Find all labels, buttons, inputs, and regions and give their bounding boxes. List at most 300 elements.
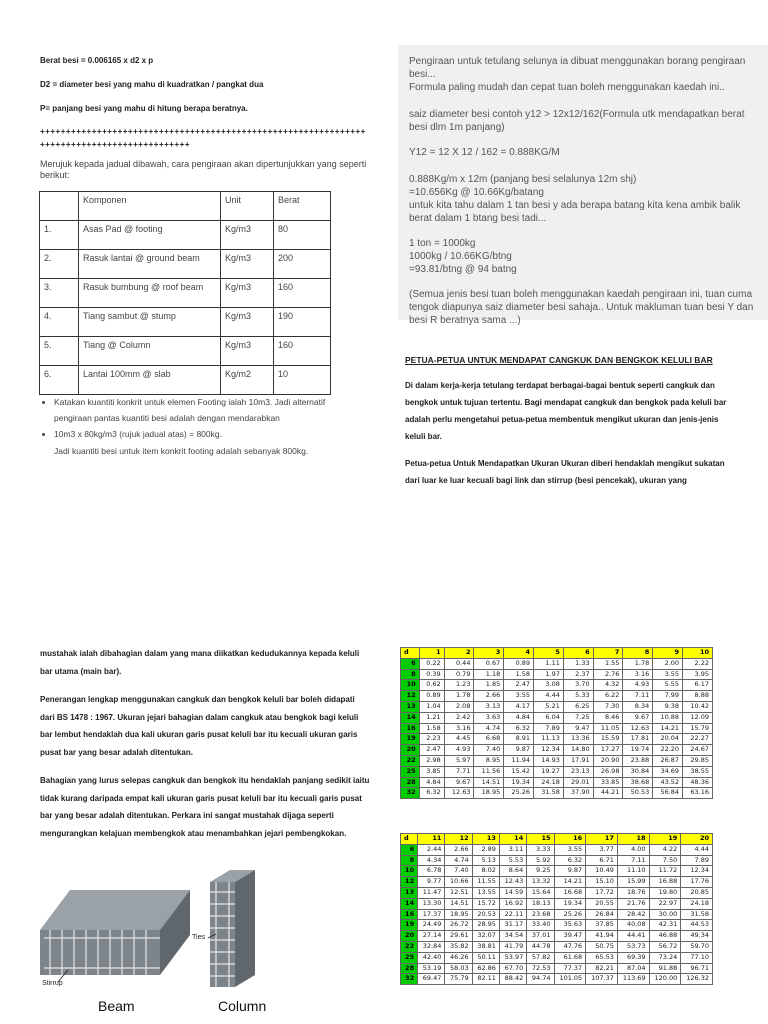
table-row <box>40 308 331 337</box>
bullet-item: • Katakan kuantiti konkrit untuk elemen Footing ialah 10m3. Jadi alternatif pengiraan pantas kuantiti besi adalah dengan mendarabkan <box>54 394 354 426</box>
weight-cell: 12.63 <box>623 723 653 734</box>
ties-label: Ties <box>192 934 205 941</box>
weight-cell: 63.16 <box>683 788 713 799</box>
diameter-cell: 14 <box>401 898 418 909</box>
weight-cell: 5.53 <box>499 855 526 866</box>
weight-cell: 21.76 <box>617 898 649 909</box>
weight-cell: 126.32 <box>681 974 713 985</box>
weight-cell: 46.88 <box>649 931 681 942</box>
panel-line: 1000kg / 10.66KG/btng <box>409 251 512 262</box>
weight-cell: 58.03 <box>445 963 472 974</box>
weight-cell: 7.25 <box>563 712 593 723</box>
weight-cell: 27.14 <box>418 931 445 942</box>
weight-formula: Berat besi = 0.006165 x d2 x p <box>40 56 154 65</box>
weight-cell: 22.11 <box>499 909 526 920</box>
weight-cell: 9.87 <box>554 866 586 877</box>
panel-line: Pengiraan untuk tetulang selunya ia dibuat menggunakan borang pengiraan besi... <box>409 56 746 80</box>
cell: Kg/m3 <box>221 308 274 337</box>
cell: Lantai 100mm @ slab <box>79 366 221 395</box>
table-row <box>401 691 713 702</box>
weight-cell: 12.34 <box>534 745 564 756</box>
cell: 2. <box>40 250 79 279</box>
cell: Tiang @ Column <box>79 337 221 366</box>
weight-cell: 14.80 <box>563 745 593 756</box>
weight-cell: 41.94 <box>586 931 618 942</box>
weight-cell: 15.79 <box>683 723 713 734</box>
weight-cell: 8.88 <box>683 691 713 702</box>
diameter-cell: 6 <box>401 844 418 855</box>
panel-line: 0.888Kg/m x 12m (panjang besi selalunya 12m shj) <box>409 174 637 185</box>
table-row <box>401 952 713 963</box>
length-header: 13 <box>472 834 499 845</box>
weight-cell: 11.10 <box>617 866 649 877</box>
weight-cell: 2.98 <box>419 755 444 766</box>
weight-cell: 22.27 <box>683 734 713 745</box>
length-header: 20 <box>681 834 713 845</box>
beam-label: Beam <box>98 998 135 1014</box>
component-weight-table <box>39 191 331 395</box>
length-header: 8 <box>623 648 653 659</box>
weight-cell: 28.42 <box>617 909 649 920</box>
table-row <box>401 909 713 920</box>
weight-cell: 18.13 <box>527 898 554 909</box>
weight-cell: 17.37 <box>418 909 445 920</box>
weight-cell: 15.59 <box>593 734 623 745</box>
diameter-cell: 8 <box>401 855 418 866</box>
weight-cell: 31.17 <box>499 920 526 931</box>
weight-cell: 0.89 <box>419 691 444 702</box>
rebar-weight-table-1-10 <box>400 647 713 799</box>
cell: Asas Pad @ footing <box>79 221 221 250</box>
weight-cell: 62.86 <box>472 963 499 974</box>
table-row <box>401 887 713 898</box>
table-row <box>401 658 713 669</box>
weight-cell: 4.74 <box>445 855 472 866</box>
panel-line: saiz diameter besi contoh y12 > 12x12/162(Formula utk mendapatkan berat besi dlm 1m panjang) <box>409 109 745 133</box>
weight-cell: 17.91 <box>563 755 593 766</box>
weight-cell: 50.11 <box>472 952 499 963</box>
bullet-item: • 10m3 x 80kg/m3 (rujuk jadual atas) = 800kg. <box>54 426 354 442</box>
weight-cell: 24.49 <box>418 920 445 931</box>
weight-cell: 23.68 <box>527 909 554 920</box>
col-header-berat: Berat <box>274 192 331 221</box>
panel-line: =93.81/btng @ 94 batng <box>409 264 517 275</box>
weight-cell: 30.00 <box>649 909 681 920</box>
weight-cell: 35.63 <box>554 920 586 931</box>
weight-cell: 3.55 <box>554 844 586 855</box>
weight-cell: 82.21 <box>586 963 618 974</box>
weight-cell: 77.37 <box>554 963 586 974</box>
table-row <box>401 701 713 712</box>
weight-cell: 59.70 <box>681 941 713 952</box>
cell: 6. <box>40 366 79 395</box>
weight-cell: 87.04 <box>617 963 649 974</box>
length-header: 17 <box>586 834 618 845</box>
weight-cell: 31.58 <box>534 788 564 799</box>
table-row <box>401 680 713 691</box>
weight-cell: 4.00 <box>617 844 649 855</box>
table-row <box>40 250 331 279</box>
weight-cell: 24.18 <box>534 777 564 788</box>
weight-cell: 4.74 <box>474 723 504 734</box>
weight-cell: 2.22 <box>683 658 713 669</box>
weight-cell: 10.42 <box>683 701 713 712</box>
weight-cell: 3.13 <box>474 701 504 712</box>
weight-cell: 14.21 <box>653 723 683 734</box>
table-row <box>401 866 713 877</box>
weight-cell: 6.71 <box>586 855 618 866</box>
length-header: 6 <box>563 648 593 659</box>
diameter-cell: 32 <box>401 788 420 799</box>
weight-cell: 5.21 <box>534 701 564 712</box>
cell: Rasuk bumbung @ roof beam <box>79 279 221 308</box>
panel-line: Y12 = 12 X 12 / 162 = 0.888KG/M <box>409 147 560 158</box>
cell: 200 <box>274 250 331 279</box>
diameter-cell: 13 <box>401 887 418 898</box>
weight-cell: 28.95 <box>472 920 499 931</box>
weight-cell: 6.68 <box>474 734 504 745</box>
weight-cell: 17.72 <box>586 887 618 898</box>
weight-cell: 3.33 <box>527 844 554 855</box>
paragraph: Penerangan lengkap menggunakan cangkuk dan bengkok keluli bar boleh didapati dari BS 1478 : 1967. Ukuran jejari bahagian dalam cangkuk atau bengkok bagi keluli bar lembut hendaklah dua kali ukuran garis pusat keluli bar itu kecuali ukuran garis pusat bar yang besar adalah ditentukan. <box>40 695 359 757</box>
weight-cell: 12.34 <box>681 866 713 877</box>
weight-cell: 4.17 <box>504 701 534 712</box>
weight-cell: 4.84 <box>419 777 444 788</box>
paragraph: mustahak ialah dibahagian dalam yang mana diikatkan kedudukannya kepada keluli bar utama (main bar). <box>40 649 360 676</box>
weight-cell: 41.79 <box>499 941 526 952</box>
weight-cell: 10.88 <box>653 712 683 723</box>
weight-cell: 18.95 <box>445 909 472 920</box>
weight-cell: 19.34 <box>504 777 534 788</box>
weight-cell: 1.55 <box>593 658 623 669</box>
panel-line: untuk kita tahu dalam 1 tan besi y ada berapa batang kita kena ambik balik berat dalam 1 btang besi tadi... <box>409 200 741 224</box>
weight-cell: 4.93 <box>623 680 653 691</box>
weight-cell: 3.70 <box>563 680 593 691</box>
cell: 190 <box>274 308 331 337</box>
diameter-cell: 22 <box>401 941 418 952</box>
weight-cell: 8.02 <box>472 866 499 877</box>
col-header-komponen: Komponen <box>79 192 221 221</box>
weight-cell: 15.64 <box>527 887 554 898</box>
weight-cell: 6.78 <box>418 866 445 877</box>
weight-cell: 9.25 <box>527 866 554 877</box>
weight-cell: 12.51 <box>445 887 472 898</box>
weight-cell: 7.89 <box>534 723 564 734</box>
weight-cell: 7.99 <box>653 691 683 702</box>
weight-cell: 38.68 <box>623 777 653 788</box>
weight-cell: 96.71 <box>681 963 713 974</box>
weight-cell: 7.71 <box>444 766 474 777</box>
weight-cell: 6.22 <box>593 691 623 702</box>
table-row <box>401 777 713 788</box>
weight-cell: 2.76 <box>593 669 623 680</box>
weight-cell: 22.97 <box>649 898 681 909</box>
weight-cell: 56.72 <box>649 941 681 952</box>
diameter-cell: 10 <box>401 680 420 691</box>
length-header: 3 <box>474 648 504 659</box>
weight-cell: 14.51 <box>474 777 504 788</box>
weight-cell: 37.90 <box>563 788 593 799</box>
weight-cell: 32.84 <box>418 941 445 952</box>
weight-cell: 46.26 <box>445 952 472 963</box>
weight-cell: 30.84 <box>623 766 653 777</box>
table-row <box>401 755 713 766</box>
weight-cell: 12.09 <box>683 712 713 723</box>
weight-cell: 11.94 <box>504 755 534 766</box>
diameter-cell: 6 <box>401 658 420 669</box>
weight-cell: 9.47 <box>563 723 593 734</box>
weight-cell: 4.44 <box>534 691 564 702</box>
weight-cell: 39.47 <box>554 931 586 942</box>
weight-cell: 26.84 <box>586 909 618 920</box>
weight-cell: 20.55 <box>586 898 618 909</box>
table-row <box>401 745 713 756</box>
weight-cell: 7.89 <box>681 855 713 866</box>
diameter-cell: 22 <box>401 755 420 766</box>
weight-cell: 4.93 <box>444 745 474 756</box>
weight-cell: 120.00 <box>649 974 681 985</box>
table-row <box>401 855 713 866</box>
weight-cell: 23.13 <box>563 766 593 777</box>
diameter-cell: 8 <box>401 669 420 680</box>
weight-cell: 26.87 <box>653 755 683 766</box>
table-row <box>40 337 331 366</box>
weight-cell: 7.11 <box>617 855 649 866</box>
weight-cell: 0.79 <box>444 669 474 680</box>
weight-cell: 7.11 <box>623 691 653 702</box>
cell: Kg/m3 <box>221 221 274 250</box>
weight-cell: 9.67 <box>444 777 474 788</box>
weight-cell: 53.73 <box>617 941 649 952</box>
weight-cell: 77.10 <box>681 952 713 963</box>
weight-cell: 73.24 <box>649 952 681 963</box>
weight-cell: 37.85 <box>586 920 618 931</box>
cell: 80 <box>274 221 331 250</box>
weight-cell: 7.40 <box>445 866 472 877</box>
weight-cell: 5.55 <box>653 680 683 691</box>
weight-cell: 7.30 <box>593 701 623 712</box>
weight-cell: 6.17 <box>683 680 713 691</box>
weight-cell: 3.16 <box>444 723 474 734</box>
weight-cell: 38.55 <box>683 766 713 777</box>
weight-cell: 13.30 <box>418 898 445 909</box>
cell: 10 <box>274 366 331 395</box>
diameter-cell: 12 <box>401 877 418 888</box>
weight-cell: 53.19 <box>418 963 445 974</box>
weight-cell: 57.82 <box>527 952 554 963</box>
weight-cell: 34.69 <box>653 766 683 777</box>
weight-cell: 19.34 <box>554 898 586 909</box>
weight-cell: 2.37 <box>563 669 593 680</box>
weight-cell: 4.84 <box>504 712 534 723</box>
weight-cell: 16.68 <box>554 887 586 898</box>
weight-cell: 1.23 <box>444 680 474 691</box>
weight-cell: 16.92 <box>499 898 526 909</box>
length-header: 7 <box>593 648 623 659</box>
weight-cell: 0.22 <box>419 658 444 669</box>
length-header: 16 <box>554 834 586 845</box>
length-header: 15 <box>527 834 554 845</box>
weight-cell: 3.77 <box>586 844 618 855</box>
weight-cell: 49.34 <box>681 931 713 942</box>
weight-cell: 20.53 <box>472 909 499 920</box>
weight-cell: 15.42 <box>504 766 534 777</box>
weight-cell: 44.53 <box>681 920 713 931</box>
weight-cell: 6.32 <box>554 855 586 866</box>
table-row <box>401 963 713 974</box>
weight-cell: 11.72 <box>649 866 681 877</box>
weight-cell: 29.01 <box>563 777 593 788</box>
weight-cell: 4.22 <box>649 844 681 855</box>
weight-cell: 20.90 <box>593 755 623 766</box>
weight-cell: 12.63 <box>444 788 474 799</box>
weight-cell: 6.04 <box>534 712 564 723</box>
weight-cell: 2.66 <box>445 844 472 855</box>
cell: 4. <box>40 308 79 337</box>
diameter-cell: 16 <box>401 723 420 734</box>
table-row <box>401 844 713 855</box>
weight-cell: 1.97 <box>534 669 564 680</box>
weight-cell: 11.55 <box>472 877 499 888</box>
weight-cell: 19.80 <box>649 887 681 898</box>
weight-cell: 101.05 <box>554 974 586 985</box>
table-row <box>401 898 713 909</box>
weight-cell: 65.53 <box>586 952 618 963</box>
weight-cell: 69.39 <box>617 952 649 963</box>
weight-cell: 8.46 <box>593 712 623 723</box>
weight-cell: 33.40 <box>527 920 554 931</box>
cell: 3. <box>40 279 79 308</box>
diameter-header: d <box>401 834 418 845</box>
weight-cell: 42.40 <box>418 952 445 963</box>
cell: 1. <box>40 221 79 250</box>
weight-cell: 43.52 <box>653 777 683 788</box>
weight-cell: 75.79 <box>445 974 472 985</box>
weight-cell: 9.87 <box>504 745 534 756</box>
diameter-cell: 10 <box>401 866 418 877</box>
weight-cell: 22.20 <box>653 745 683 756</box>
weight-cell: 23.88 <box>623 755 653 766</box>
panel-line: (Semua jenis besi tuan boleh menggunakan kaedah pengiraan ini, tuan cuma tengok diapunya saiz diameter besi sahaja.. Untuk makluman tuan besi Y dan besi R beratnya sama ...) <box>409 289 754 326</box>
weight-cell: 14.21 <box>554 877 586 888</box>
weight-cell: 3.63 <box>474 712 504 723</box>
weight-cell: 2.47 <box>419 745 444 756</box>
hook-bend-details <box>40 645 370 853</box>
diameter-cell: 32 <box>401 974 418 985</box>
diameter-cell: 20 <box>401 745 420 756</box>
weight-cell: 2.08 <box>444 701 474 712</box>
weight-cell: 3.08 <box>534 680 564 691</box>
weight-cell: 13.32 <box>527 877 554 888</box>
weight-cell: 11.47 <box>418 887 445 898</box>
weight-cell: 26.72 <box>445 920 472 931</box>
weight-cell: 0.62 <box>419 680 444 691</box>
weight-cell: 5.13 <box>472 855 499 866</box>
cell: 5. <box>40 337 79 366</box>
weight-cell: 3.11 <box>499 844 526 855</box>
length-header: 1 <box>419 648 444 659</box>
weight-cell: 2.23 <box>419 734 444 745</box>
separator-line: ++++++++++++++++++++++++++++++++++++++++++++++++++++++++++++++++++++++++++++++++++++++++++++ <box>40 127 366 149</box>
diameter-cell: 28 <box>401 777 420 788</box>
weight-cell: 20.04 <box>653 734 683 745</box>
panel-line: 1 ton = 1000kg <box>409 238 476 249</box>
cell: Kg/m3 <box>221 337 274 366</box>
weight-cell: 9.67 <box>623 712 653 723</box>
weight-cell: 15.10 <box>586 877 618 888</box>
weight-cell: 25.26 <box>504 788 534 799</box>
weight-cell: 2.47 <box>504 680 534 691</box>
table-row <box>401 723 713 734</box>
weight-cell: 44.41 <box>617 931 649 942</box>
weight-cell: 38.81 <box>472 941 499 952</box>
weight-cell: 2.00 <box>653 658 683 669</box>
weight-cell: 6.32 <box>419 788 444 799</box>
weight-cell: 61.68 <box>554 952 586 963</box>
weight-cell: 56.84 <box>653 788 683 799</box>
weight-cell: 0.67 <box>474 658 504 669</box>
weight-cell: 6.25 <box>563 701 593 712</box>
table-row <box>401 877 713 888</box>
length-header: 12 <box>445 834 472 845</box>
weight-cell: 1.85 <box>474 680 504 691</box>
length-header: 2 <box>444 648 474 659</box>
weight-cell: 3.55 <box>653 669 683 680</box>
weight-cell: 11.05 <box>593 723 623 734</box>
weight-cell: 48.36 <box>683 777 713 788</box>
length-header: 14 <box>499 834 526 845</box>
table-row <box>401 734 713 745</box>
weight-cell: 42.31 <box>649 920 681 931</box>
weight-cell: 1.21 <box>419 712 444 723</box>
p-definition: P= panjang besi yang mahu di hitung berapa beratnya. <box>40 104 248 113</box>
weight-cell: 67.70 <box>499 963 526 974</box>
weight-cell: 32.07 <box>472 931 499 942</box>
cell: 160 <box>274 337 331 366</box>
weight-cell: 1.78 <box>444 691 474 702</box>
weight-cell: 12.43 <box>499 877 526 888</box>
length-header: 10 <box>683 648 713 659</box>
weight-cell: 24.67 <box>683 745 713 756</box>
weight-cell: 53.97 <box>499 952 526 963</box>
weight-cell: 8.95 <box>474 755 504 766</box>
weight-cell: 8.64 <box>499 866 526 877</box>
table-row <box>40 279 331 308</box>
table-row <box>401 931 713 942</box>
weight-cell: 69.47 <box>418 974 445 985</box>
weight-cell: 0.89 <box>504 658 534 669</box>
weight-cell: 94.74 <box>527 974 554 985</box>
d2-definition: D2 = diameter besi yang mahu di kuadratkan / pangkat dua <box>40 80 264 89</box>
weight-cell: 88.42 <box>499 974 526 985</box>
table-header-row <box>401 648 713 659</box>
weight-cell: 6.32 <box>504 723 534 734</box>
weight-cell: 17.76 <box>681 877 713 888</box>
length-header: 5 <box>534 648 564 659</box>
diameter-cell: 12 <box>401 691 420 702</box>
rebar-weight-table-11-20 <box>400 833 713 985</box>
weight-cell: 4.34 <box>418 855 445 866</box>
col-header-unit: Unit <box>221 192 274 221</box>
weight-cell: 5.33 <box>563 691 593 702</box>
weight-cell: 4.32 <box>593 680 623 691</box>
cell: Kg/m3 <box>221 279 274 308</box>
weight-cell: 11.56 <box>474 766 504 777</box>
diameter-cell: 19 <box>401 734 420 745</box>
table-header-row <box>40 192 331 221</box>
weight-cell: 25.26 <box>554 909 586 920</box>
weight-cell: 5.97 <box>444 755 474 766</box>
